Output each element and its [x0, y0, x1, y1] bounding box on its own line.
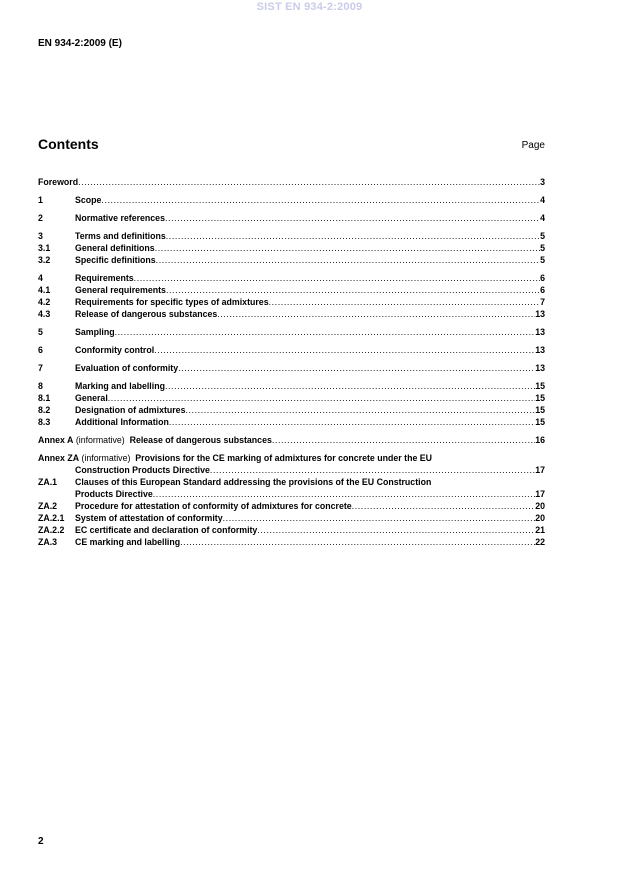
toc-entry-marking-labelling[interactable] — [38, 380, 545, 392]
toc-page: 15 — [535, 381, 545, 391]
toc-entry-designation-admixtures[interactable] — [38, 404, 545, 416]
toc-number: 3 — [38, 231, 43, 241]
toc-page: 13 — [535, 363, 545, 373]
toc-page: 15 — [535, 405, 545, 415]
toc-title: Release of dangerous substances — [75, 309, 218, 319]
toc-page: 6 — [540, 273, 545, 283]
toc-title: Requirements — [75, 273, 134, 283]
toc-title: Terms and definitions — [75, 231, 166, 241]
toc-number: 3.1 — [38, 243, 51, 253]
toc-page: 7 — [540, 297, 545, 307]
toc-number: 7 — [38, 363, 43, 373]
toc-entry-sampling[interactable] — [38, 326, 545, 338]
toc-title: Specific definitions — [75, 255, 156, 265]
toc-title: Release of dangerous substances — [129, 435, 272, 445]
toc-number: 1 — [38, 195, 43, 205]
toc-page: 15 — [535, 393, 545, 403]
toc-entry-za2[interactable] — [38, 500, 545, 512]
toc-number: ZA.2.1 — [38, 513, 65, 523]
toc-entry-terms-definitions[interactable] — [38, 230, 545, 242]
page-column-label: Page — [521, 140, 545, 151]
toc-entry-conformity-control[interactable] — [38, 344, 545, 356]
toc-number: 5 — [38, 327, 43, 337]
toc-title: EC certificate and declaration of conformity — [75, 525, 258, 535]
toc-entry-specific-admixtures[interactable] — [38, 296, 545, 308]
toc-title: General requirements — [75, 285, 166, 295]
toc-title: Foreword — [38, 177, 79, 187]
annex-label: Annex A — [38, 435, 74, 445]
toc-entry-za2-2[interactable] — [38, 524, 545, 536]
toc-title: General definitions — [75, 243, 155, 253]
toc-entry-general[interactable] — [38, 392, 545, 404]
toc-title: System of attestation of conformity — [75, 513, 223, 523]
toc-page: 5 — [540, 255, 545, 265]
toc-number: 8 — [38, 381, 43, 391]
toc-page: 13 — [535, 309, 545, 319]
toc-title-line2: Construction Products Directive — [75, 465, 210, 475]
watermark: SIST EN 934-2:2009 — [256, 1, 363, 13]
toc-title: Requirements for specific types of admixtures — [75, 297, 269, 307]
toc-entry-za1[interactable] — [38, 476, 545, 488]
toc-entry-foreword[interactable] — [38, 176, 545, 188]
toc-entry-scope[interactable] — [38, 194, 545, 206]
toc-title: Designation of admixtures — [75, 405, 186, 415]
toc-entry-normative-references[interactable] — [38, 212, 545, 224]
toc-page: 5 — [540, 231, 545, 241]
toc-title: Conformity control — [75, 345, 155, 355]
toc-page: 20 — [535, 501, 545, 511]
toc-number: 8.1 — [38, 393, 51, 403]
toc-entry-za2-1[interactable] — [38, 512, 545, 524]
toc-number: 4.1 — [38, 285, 51, 295]
page-title: Contents — [38, 136, 99, 152]
toc-page: 6 — [540, 285, 545, 295]
toc-number: 2 — [38, 213, 43, 223]
toc-number: 8.2 — [38, 405, 51, 415]
toc-page: 17 — [535, 489, 545, 499]
toc-number: 4 — [38, 273, 43, 283]
toc-title: Additional Information — [75, 417, 169, 427]
toc-title: Normative references — [75, 213, 165, 223]
annex-note: (informative) — [75, 435, 125, 445]
toc-entry-general-requirements[interactable] — [38, 284, 545, 296]
toc-page: 13 — [535, 327, 545, 337]
toc-title: Evaluation of conformity — [75, 363, 179, 373]
toc-entry-general-definitions[interactable] — [38, 242, 545, 254]
toc-number: 6 — [38, 345, 43, 355]
toc-title: Scope — [75, 195, 102, 205]
annex-label: Annex ZA — [38, 453, 80, 463]
toc-entry-za3[interactable] — [38, 536, 545, 548]
toc-entry-requirements[interactable] — [38, 272, 545, 284]
annex-note: (informative) — [81, 453, 131, 463]
toc-title: Sampling — [75, 327, 115, 337]
toc-title: CE marking and labelling — [75, 537, 181, 547]
toc-entry-annex-za-cont[interactable] — [38, 464, 545, 476]
toc-entry-annex-za[interactable] — [38, 452, 545, 464]
toc-page: 16 — [535, 435, 545, 445]
toc-title-line2: Products Directive — [75, 489, 153, 499]
toc-number: 3.2 — [38, 255, 51, 265]
table-of-contents — [38, 176, 545, 548]
toc-title: General — [75, 393, 108, 403]
toc-number: ZA.2 — [38, 501, 58, 511]
toc-entry-annex-a[interactable] — [38, 434, 545, 446]
toc-page: 17 — [535, 465, 545, 475]
toc-page: 15 — [535, 417, 545, 427]
toc-page: 3 — [540, 177, 545, 187]
toc-number: ZA.1 — [38, 477, 58, 487]
toc-number: ZA.3 — [38, 537, 58, 547]
toc-page: 4 — [540, 195, 545, 205]
toc-page: 22 — [535, 537, 545, 547]
toc-entry-additional-information[interactable] — [38, 416, 545, 428]
page-number: 2 — [38, 836, 44, 847]
toc-number: 8.3 — [38, 417, 51, 427]
toc-page: 13 — [535, 345, 545, 355]
toc-entry-za1-cont[interactable] — [38, 488, 545, 500]
toc-title-line1: Clauses of this European Standard addressing the provisions of the EU Construction — [75, 477, 432, 487]
document-id: EN 934-2:2009 (E) — [38, 38, 122, 49]
toc-page: 5 — [540, 243, 545, 253]
toc-number: 4.3 — [38, 309, 51, 319]
toc-page: 21 — [535, 525, 545, 535]
toc-number: ZA.2.2 — [38, 525, 65, 535]
toc-title: Marking and labelling — [75, 381, 165, 391]
toc-title: Procedure for attestation of conformity of admixtures for concrete — [75, 501, 352, 511]
toc-title-line1: Provisions for the CE marking of admixtures for concrete under the EU — [135, 453, 433, 463]
toc-entry-specific-definitions[interactable] — [38, 254, 545, 266]
toc-number: 4.2 — [38, 297, 51, 307]
toc-entry-dangerous-substances[interactable] — [38, 308, 545, 320]
toc-entry-evaluation-conformity[interactable] — [38, 362, 545, 374]
toc-page: 20 — [535, 513, 545, 523]
toc-page: 4 — [540, 213, 545, 223]
